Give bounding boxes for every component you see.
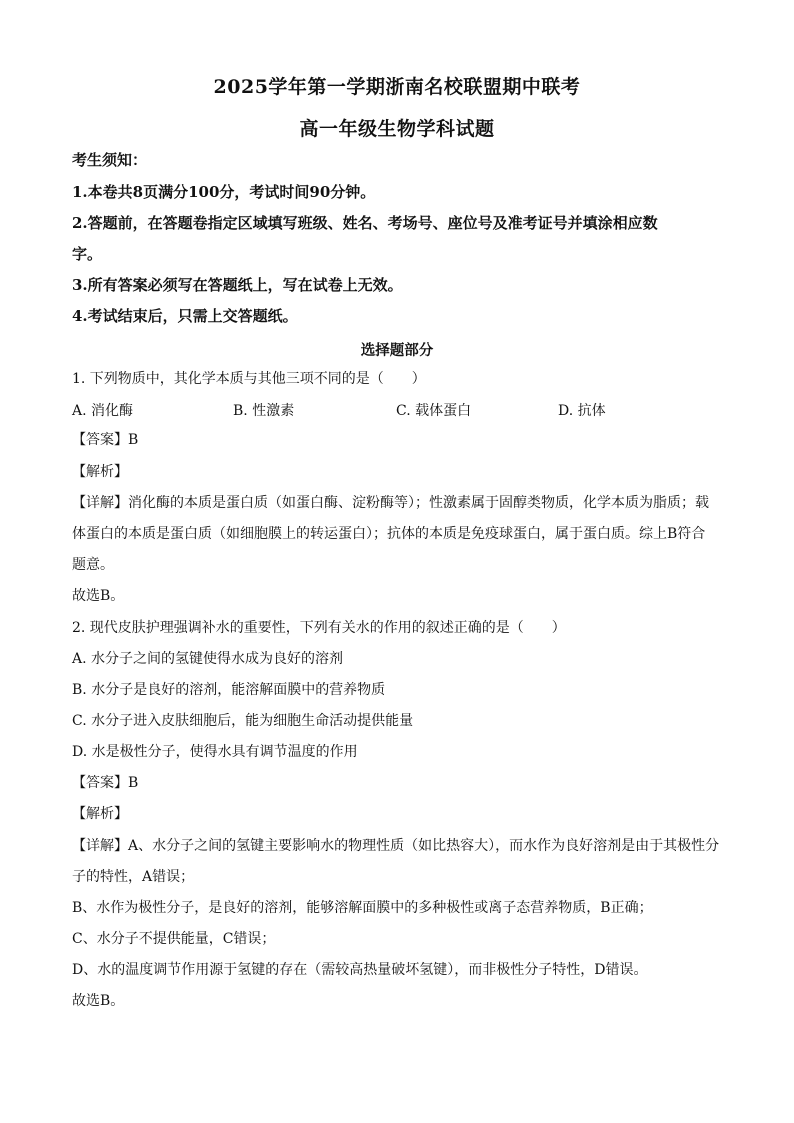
q1-detail-line-1: 【详解】消化酶的本质是蛋白质（如蛋白酶、淀粉酶等）；性激素属于固醇类物质，化学本质为脂质；载 xyxy=(72,495,709,511)
q1-detail-line-2: 体蛋白的本质是蛋白质（如细胞膜上的转运蛋白）；抗体的本质是免疫球蛋白，属于蛋白质。综上B符合 xyxy=(72,526,706,542)
q2-detail-line-3: B、水作为极性分子，是良好的溶剂，能够溶解面膜中的多种极性或离子态营养物质，B正确； xyxy=(72,900,653,916)
q1-conclusion: 故选B。 xyxy=(72,588,125,604)
exam-title: 2025学年第一学期浙南名校联盟期中联考 xyxy=(213,76,581,98)
q2-option-b: B. 水分子是良好的溶剂，能溶解面膜中的营养物质 xyxy=(72,682,386,698)
notice-item-2-line-2: 字。 xyxy=(72,245,103,263)
q2-option-d: D. 水是极性分子，使得水具有调节温度的作用 xyxy=(72,744,358,760)
q2-option-a: A. 水分子之间的氢键使得水成为良好的溶剂 xyxy=(72,651,344,667)
q2-detail-line-1: 【详解】A、水分子之间的氢键主要影响水的物理性质（如比热容大），而水作为良好溶剂是由于其极性分 xyxy=(72,838,720,854)
notice-heading: 考生须知： xyxy=(72,151,148,169)
q1-stem: 1. 下列物质中，其化学本质与其他三项不同的是（ ） xyxy=(72,371,426,387)
q2-detail-line-5: D、水的温度调节作用源于氢键的存在（需较高热量破坏氢键），而非极性分子特性，D错误。 xyxy=(72,962,648,978)
q2-detail-line-2: 子的特性，A错误； xyxy=(72,869,195,885)
section-heading: 选择题部分 xyxy=(360,342,434,359)
q1-answer: 【答案】B xyxy=(72,432,139,448)
q1-option-a: A. 消化酶 xyxy=(72,403,134,419)
q2-stem: 2. 现代皮肤护理强调补水的重要性，下列有关水的作用的叙述正确的是（ ） xyxy=(72,620,566,636)
notice-item-3: 3.所有答案必须写在答题纸上，写在试卷上无效。 xyxy=(72,276,403,294)
q1-option-d: D. 抗体 xyxy=(558,403,606,419)
q2-option-c: C. 水分子进入皮肤细胞后，能为细胞生命活动提供能量 xyxy=(72,713,414,729)
notice-item-2-line-1: 2.答题前，在答题卷指定区域填写班级、姓名、考场号、座位号及准考证号并填涂相应数 xyxy=(72,214,658,232)
notice-item-1: 1.本卷共8页满分100分，考试时间90分钟。 xyxy=(72,183,376,201)
q1-analysis-label: 【解析】 xyxy=(72,464,128,480)
exam-subtitle: 高一年级生物学科试题 xyxy=(299,118,495,140)
q1-detail-line-3: 题意。 xyxy=(72,557,114,573)
q2-conclusion: 故选B。 xyxy=(72,993,125,1009)
q2-analysis-label: 【解析】 xyxy=(72,806,128,822)
q1-option-c: C. 载体蛋白 xyxy=(396,403,472,419)
q2-detail-line-4: C、水分子不提供能量，C错误； xyxy=(72,931,276,947)
notice-item-4: 4.考试结束后，只需上交答题纸。 xyxy=(72,307,298,325)
q1-option-b: B. 性激素 xyxy=(233,403,295,419)
q2-answer: 【答案】B xyxy=(72,775,139,791)
